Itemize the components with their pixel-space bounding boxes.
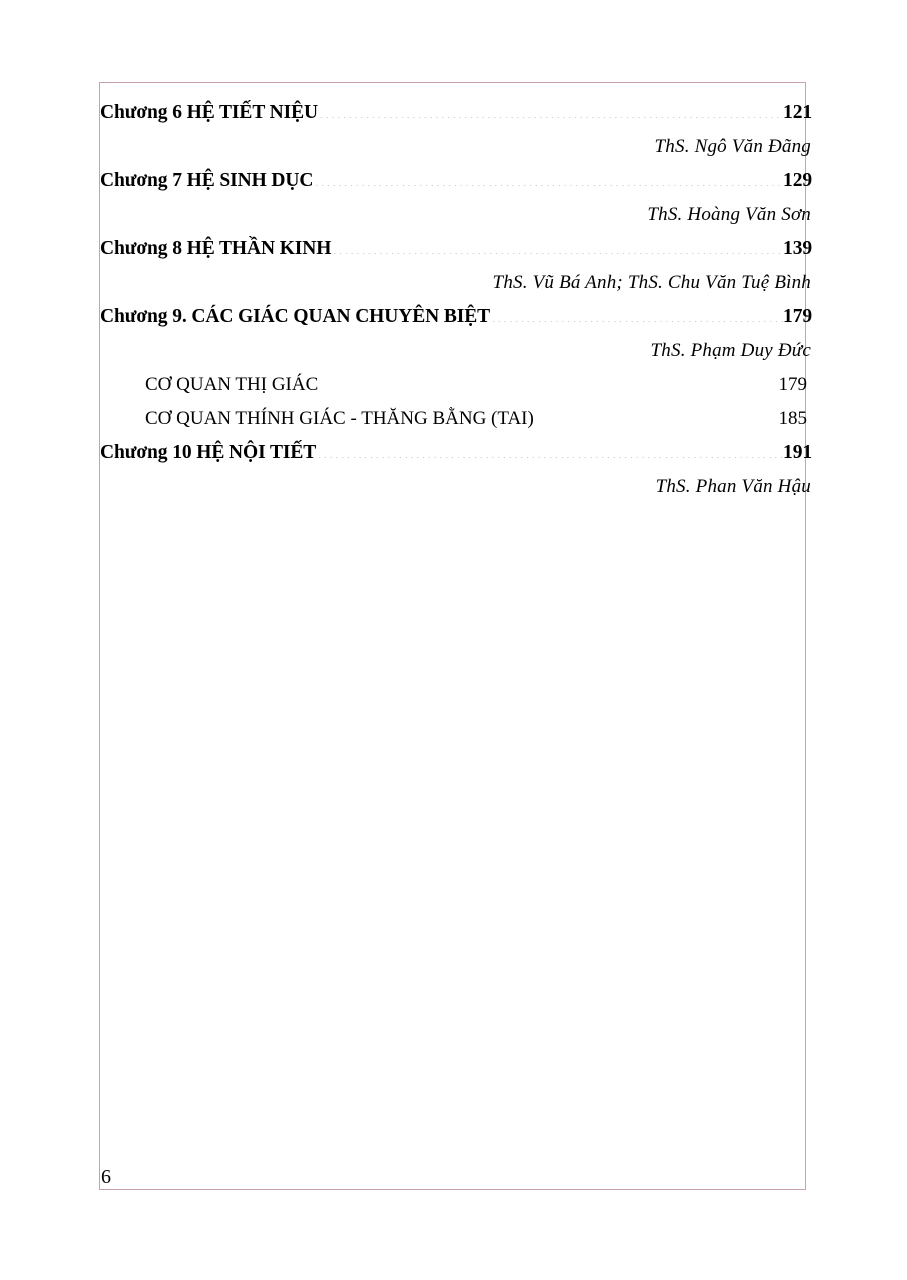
toc-page-number: 191 [783, 442, 812, 463]
toc-section-title: CƠ QUAN THỊ GIÁC [145, 374, 319, 395]
toc-section-title: CƠ QUAN THÍNH GIÁC - THĂNG BẰNG (TAI) [145, 408, 534, 429]
toc-author-credit: ThS. Phạm Duy Đức [650, 340, 811, 361]
toc-dot-leader [535, 405, 779, 424]
toc-dot-leader [332, 235, 783, 255]
toc-dot-leader [314, 167, 783, 187]
table-of-contents [100, 96, 812, 504]
toc-page-number: 129 [783, 170, 812, 191]
toc-page-number: 121 [783, 102, 812, 123]
toc-chapter-title: Chương 7 HỆ SINH DỤC [100, 170, 314, 191]
toc-section-entry[interactable] [145, 402, 812, 436]
toc-page-number: 179 [778, 374, 807, 395]
toc-dot-leader [319, 371, 778, 390]
toc-chapter-entry[interactable] [100, 436, 812, 470]
toc-page-number: 139 [783, 238, 812, 259]
toc-author-credit: ThS. Vũ Bá Anh; ThS. Chu Văn Tuệ Bình [492, 272, 811, 293]
toc-chapter-title: Chương 6 HỆ TIẾT NIỆU [100, 102, 319, 123]
toc-dot-leader [317, 439, 783, 459]
toc-author-credit: ThS. Hoàng Văn Sơn [647, 204, 811, 225]
toc-section-entry[interactable] [145, 368, 812, 402]
toc-dot-leader [319, 99, 783, 119]
toc-chapter-title: Chương 9. CÁC GIÁC QUAN CHUYÊN BIỆT [100, 306, 491, 327]
toc-chapter-title: Chương 10 HỆ NỘI TIẾT [100, 442, 317, 463]
toc-author-credit: ThS. Ngô Văn Đãng [654, 136, 811, 157]
toc-chapter-entry[interactable] [100, 164, 812, 198]
toc-page-number: 185 [778, 408, 807, 429]
toc-chapter-entry[interactable] [100, 96, 812, 130]
toc-chapter-entry[interactable] [100, 232, 812, 266]
page-folio-number: 6 [101, 1166, 111, 1188]
toc-chapter-entry[interactable] [100, 300, 812, 334]
toc-dot-leader [491, 303, 783, 323]
toc-author-credit: ThS. Phan Văn Hậu [655, 476, 811, 497]
toc-page-number: 179 [783, 306, 812, 327]
toc-chapter-title: Chương 8 HỆ THẦN KINH [100, 238, 332, 259]
